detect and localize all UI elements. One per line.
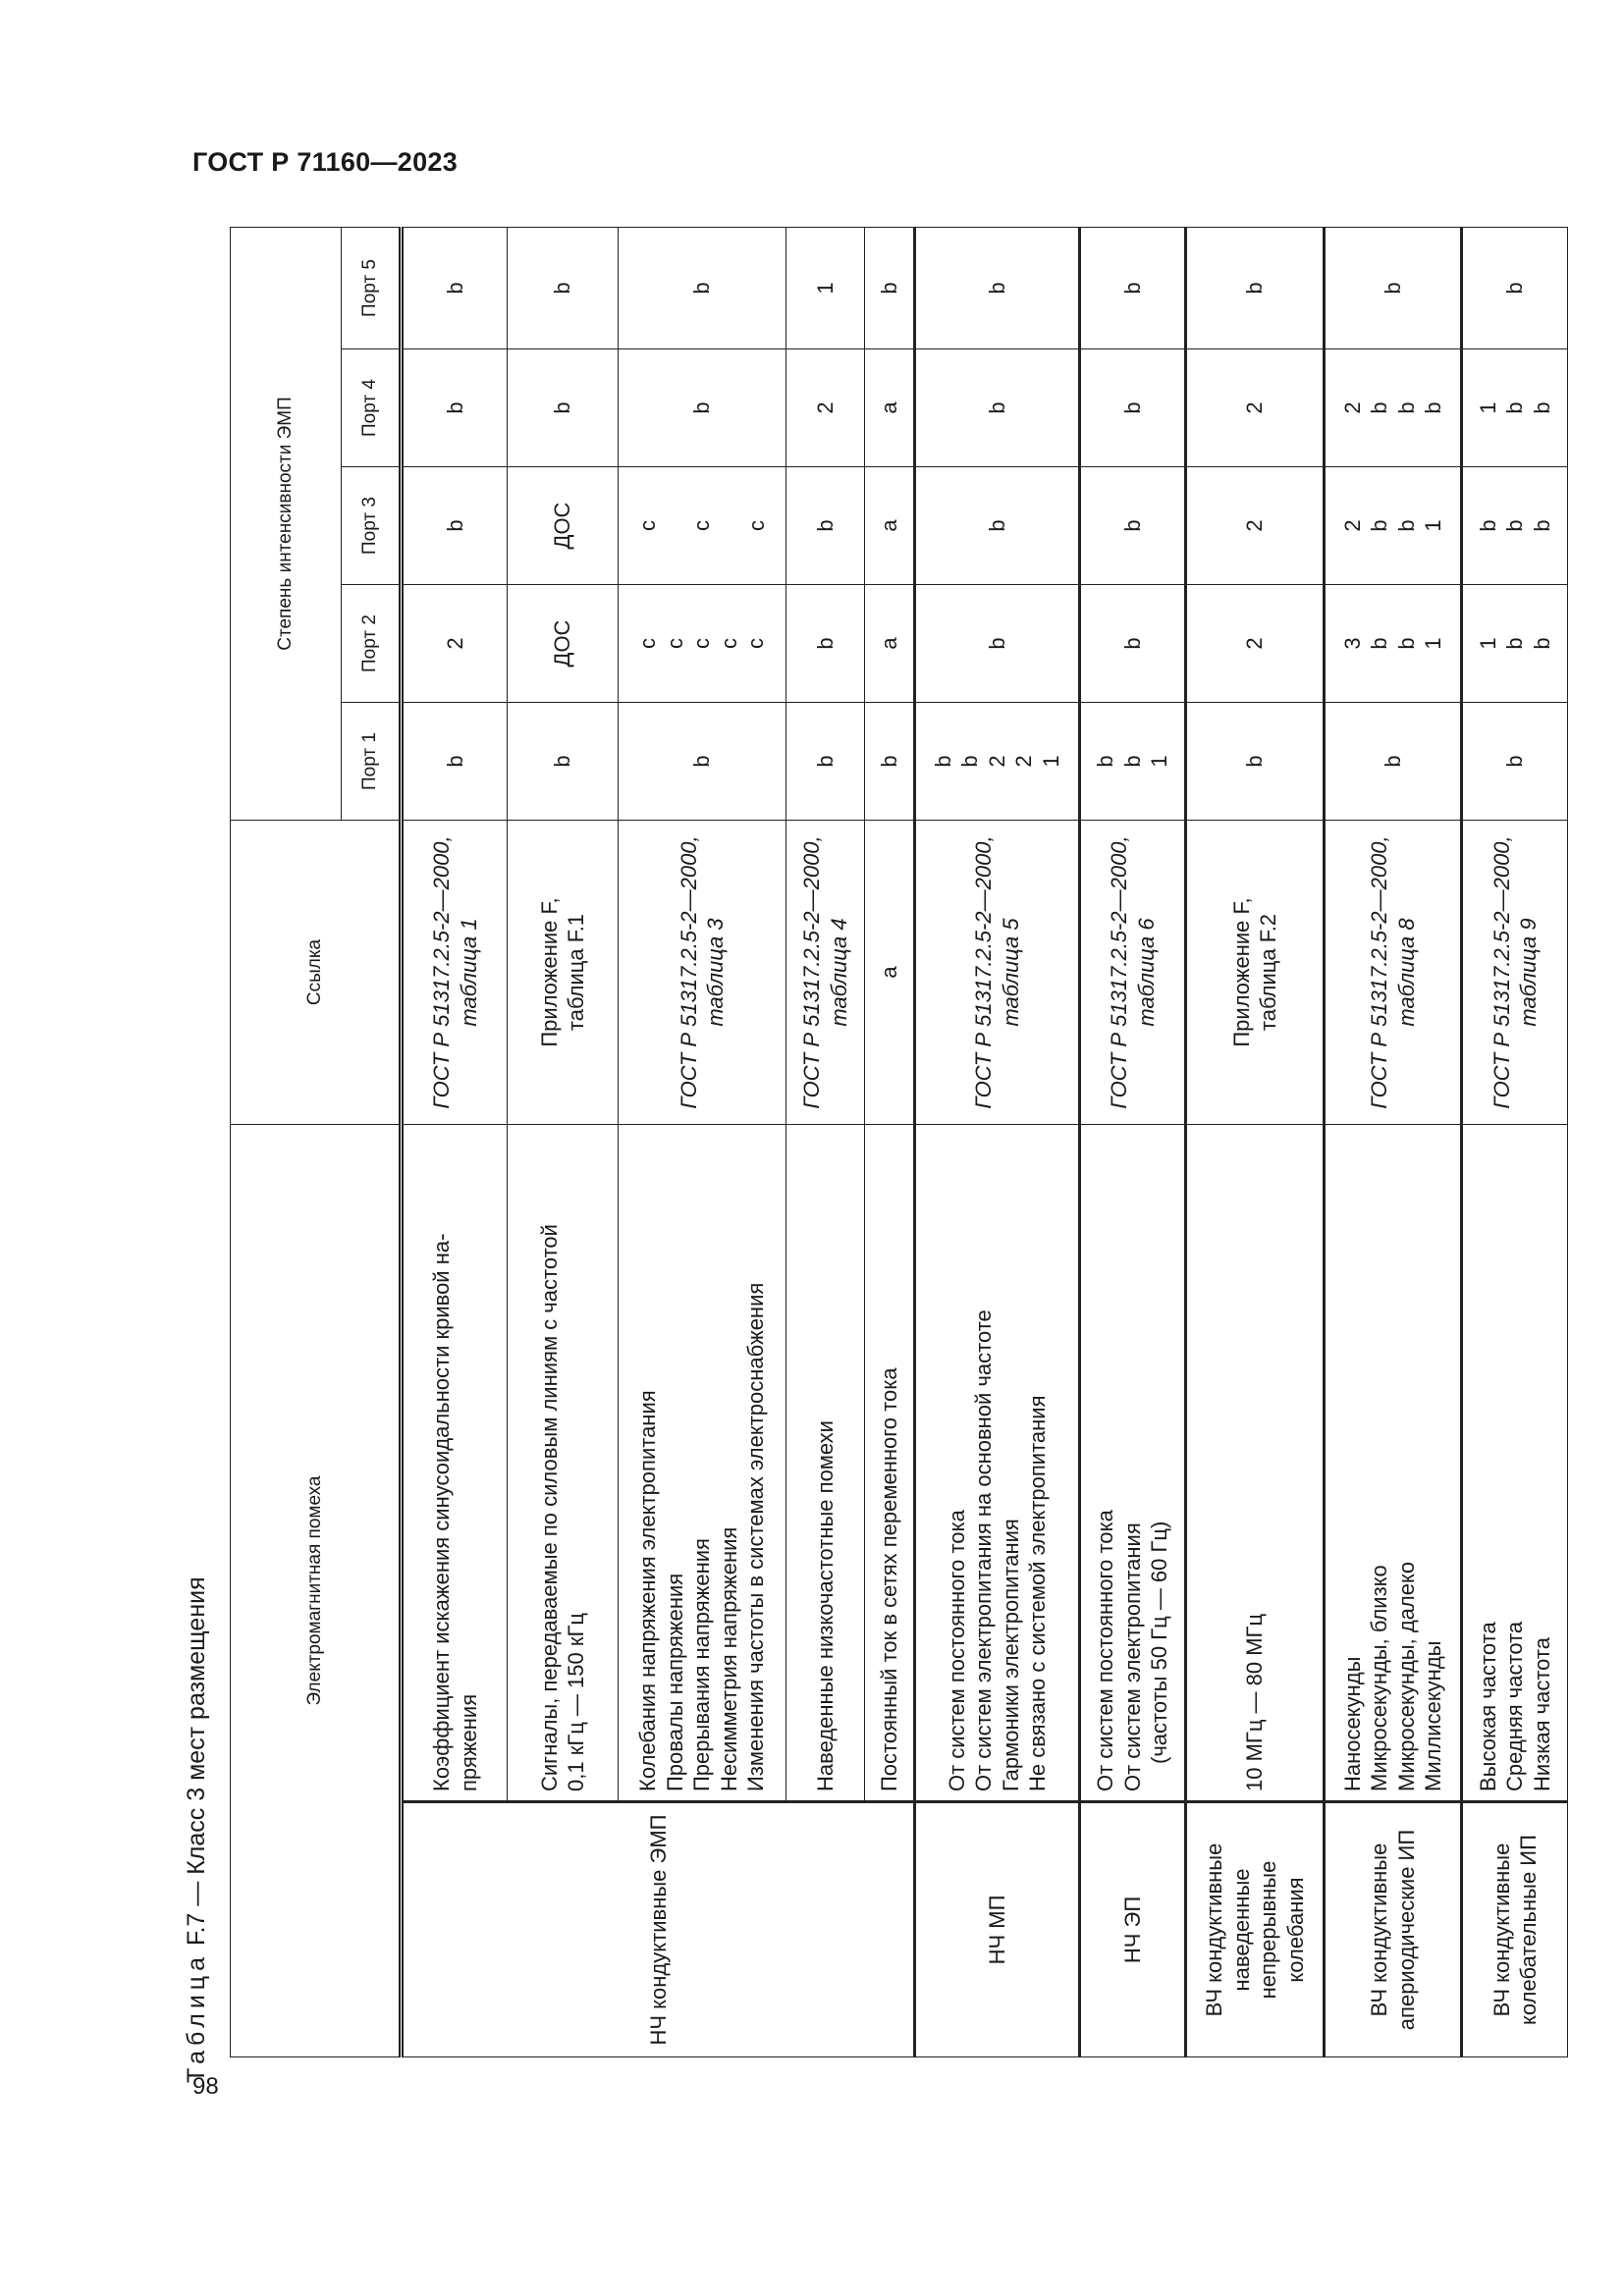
col-header-port-5: Порт 5 (342, 227, 402, 348)
col-header-emi: Электромагнитная помеха (231, 1125, 402, 2057)
port-5-value: b (1080, 227, 1186, 348)
port-2-value: b (1080, 585, 1186, 703)
reference-cell: ГОСТ Р 51317.2.5-2—2000, таблица 6 (1080, 821, 1186, 1125)
port-2-value: b (915, 585, 1080, 703)
group-cell: НЧ ЭП (1080, 1802, 1186, 2057)
group-cell: ВЧ кондуктивные колебательные ИП (1462, 1802, 1568, 2057)
emi-cell: Наносекунды Микросекунды, близко Микросекунды, далеко Миллисекунды (1325, 1125, 1462, 1802)
col-header-intensity: Степень интенсивности ЭМП (231, 227, 342, 820)
table-row (915, 227, 1080, 2056)
emi-cell: От систем постоянного тока От систем электропитания на основной частоте Гармоники электропитания Не связано с системой электропитания (915, 1125, 1080, 1802)
emi-cell: Наведенные низкочастотные помехи (786, 1125, 865, 1802)
port-5-value: 1 (786, 227, 865, 348)
table-row (1186, 227, 1325, 2056)
table-caption-text: F.7 — Класс 3 мест размещения (183, 1576, 210, 1947)
port-4-value: a (865, 349, 915, 467)
reference-cell: a (865, 821, 915, 1125)
port-4-value: 2 (786, 349, 865, 467)
table-body (402, 227, 1568, 2056)
col-header-port-3: Порт 3 (342, 467, 402, 585)
table-row (786, 227, 865, 2056)
port-1-value: b (619, 703, 786, 821)
port-2-value: 2 (402, 585, 508, 703)
port-3-value: b (1080, 467, 1186, 585)
port-2-value: c c c c c (619, 585, 786, 703)
emi-table (230, 227, 1568, 2057)
port-1-value: b (786, 703, 865, 821)
port-2-value: 2 (1186, 585, 1325, 703)
page-number: 98 (192, 2073, 219, 2100)
port-4-value: b (915, 349, 1080, 467)
port-3-value: ДОС (508, 467, 619, 585)
reference-cell: ГОСТ Р 51317.2.5-2—2000, таблица 8 (1325, 821, 1462, 1125)
table-caption-label: Таблица (183, 1951, 210, 2083)
port-5-value: b (915, 227, 1080, 348)
port-1-value: b (1186, 703, 1325, 821)
table-row (1325, 227, 1462, 2056)
reference-cell: Приложение F, таблица F.2 (1186, 821, 1325, 1125)
emi-cell: Сигналы, передаваемые по силовым линиям с частотой 0,1 кГц — 150 кГц (508, 1125, 619, 1802)
port-4-value: b (619, 349, 786, 467)
port-1-value: b (402, 703, 508, 821)
port-3-value: 2 b b 1 (1325, 467, 1462, 585)
port-5-value: b (402, 227, 508, 348)
emi-table-container (230, 228, 1554, 2057)
table-row (865, 227, 915, 2056)
port-2-value: b (786, 585, 865, 703)
group-cell: НЧ МП (915, 1802, 1080, 2057)
port-4-value: b (402, 349, 508, 467)
port-3-value: b (402, 467, 508, 585)
table-header-row (231, 227, 342, 2056)
port-4-value: 2 b b b (1325, 349, 1462, 467)
table-row (619, 227, 786, 2056)
document-code: ГОСТ Р 71160—2023 (192, 147, 459, 177)
port-5-value: b (508, 227, 619, 348)
emi-cell: Постоянный ток в сетях переменного тока (865, 1125, 915, 1802)
port-2-value: a (865, 585, 915, 703)
emi-cell: 10 МГц — 80 МГц (1186, 1125, 1325, 1802)
col-header-port-4: Порт 4 (342, 349, 402, 467)
reference-cell: Приложение F, таблица F.1 (508, 821, 619, 1125)
group-cell: НЧ кондуктивные ЭМП (402, 1802, 915, 2057)
port-3-value: 2 (1186, 467, 1325, 585)
emi-cell: Высокая частота Средняя частота Низкая частота (1462, 1125, 1568, 1802)
table-row (1462, 227, 1568, 2056)
port-4-value: b (1080, 349, 1186, 467)
reference-cell: ГОСТ Р 51317.2.5-2—2000, таблица 3 (619, 821, 786, 1125)
port-1-value: b b 1 (1080, 703, 1186, 821)
port-5-value: b (865, 227, 915, 348)
port-1-value: b (1325, 703, 1462, 821)
port-1-value: b (865, 703, 915, 821)
table-row (1080, 227, 1186, 2056)
port-4-value: 2 (1186, 349, 1325, 467)
table-caption (177, 1396, 216, 2083)
port-5-value: b (619, 227, 786, 348)
reference-cell: ГОСТ Р 51317.2.5-2—2000, таблица 4 (786, 821, 865, 1125)
port-4-value: b (508, 349, 619, 467)
reference-cell: ГОСТ Р 51317.2.5-2—2000, таблица 1 (402, 821, 508, 1125)
col-header-reference: Ссылка (231, 821, 402, 1125)
port-1-value: b b 2 2 1 (915, 703, 1080, 821)
emi-cell: Колебания напряжения электропитания Провалы напряжения Прерывания напряжения Несимметрия напряжения Изменения частоты в системах электроснабжения (619, 1125, 786, 1802)
reference-cell: ГОСТ Р 51317.2.5-2—2000, таблица 5 (915, 821, 1080, 1125)
table-row (508, 227, 619, 2056)
port-3-value: c c c (619, 467, 786, 585)
port-2-value: 3 b b 1 (1325, 585, 1462, 703)
table-row (402, 227, 508, 2056)
port-3-value: b (786, 467, 865, 585)
group-cell: ВЧ кондуктивные апериодические ИП (1325, 1802, 1462, 2057)
port-1-value: b (1462, 703, 1568, 821)
port-3-value: b (915, 467, 1080, 585)
group-cell: ВЧ кондуктивные наведенные непрерывные колебания (1186, 1802, 1325, 2057)
port-5-value: b (1462, 227, 1568, 348)
port-4-value: 1 b b (1462, 349, 1568, 467)
col-header-port-1: Порт 1 (342, 703, 402, 821)
port-3-value: a (865, 467, 915, 585)
port-5-value: b (1186, 227, 1325, 348)
port-5-value: b (1325, 227, 1462, 348)
port-2-value: ДОС (508, 585, 619, 703)
emi-cell: От систем постоянного тока От систем электропитания (частоты 50 Гц — 60 Гц) (1080, 1125, 1186, 1802)
port-3-value: b b b (1462, 467, 1568, 585)
col-header-port-2: Порт 2 (342, 585, 402, 703)
port-2-value: 1 b b (1462, 585, 1568, 703)
port-1-value: b (508, 703, 619, 821)
emi-cell: Коэффициент искажения синусоидальности кривой на- пряжения (402, 1125, 508, 1802)
reference-cell: ГОСТ Р 51317.2.5-2—2000, таблица 9 (1462, 821, 1568, 1125)
